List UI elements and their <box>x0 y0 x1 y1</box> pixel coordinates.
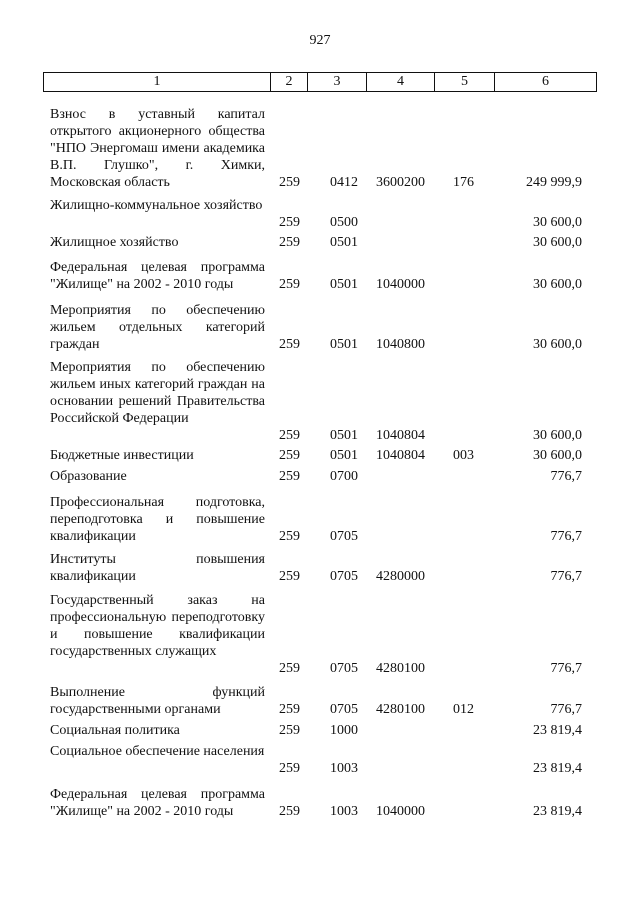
table-row <box>0 197 640 231</box>
row-target: 1040800 <box>376 337 425 352</box>
table-row <box>0 786 640 820</box>
row-sum: 30 600,0 <box>533 215 582 230</box>
row-type: 176 <box>453 175 474 190</box>
row-section: 0700 <box>330 469 358 484</box>
row-name: Образование <box>50 469 127 484</box>
row-name: Институты повышения квалификации <box>50 552 265 584</box>
table-row <box>0 106 640 191</box>
row-name: Профессиональная подготовка, переподготовка и повышение квалификации <box>50 495 265 544</box>
row-sum: 23 819,4 <box>533 804 582 819</box>
row-target: 1040000 <box>376 804 425 819</box>
row-code: 259 <box>279 428 300 443</box>
row-section: 0705 <box>330 702 358 717</box>
row-section: 0501 <box>330 277 358 292</box>
row-sum: 30 600,0 <box>533 428 582 443</box>
table-row <box>0 302 640 353</box>
row-sum: 30 600,0 <box>533 337 582 352</box>
row-sum: 30 600,0 <box>533 235 582 250</box>
row-code: 259 <box>279 804 300 819</box>
row-name: Бюджетные инвестиции <box>50 448 194 463</box>
row-type: 003 <box>453 448 474 463</box>
header-col-5: 5 <box>434 73 494 91</box>
header-col-3: 3 <box>307 73 366 91</box>
row-section: 0705 <box>330 569 358 584</box>
row-section: 0501 <box>330 448 358 463</box>
table-header <box>43 72 597 92</box>
row-sum: 249 999,9 <box>526 175 582 190</box>
row-code: 259 <box>279 529 300 544</box>
row-section: 0500 <box>330 215 358 230</box>
row-code: 259 <box>279 235 300 250</box>
row-section: 0501 <box>330 428 358 443</box>
row-section: 0705 <box>330 529 358 544</box>
row-section: 1003 <box>330 761 358 776</box>
row-code: 259 <box>279 761 300 776</box>
row-sum: 30 600,0 <box>533 448 582 463</box>
row-code: 259 <box>279 661 300 676</box>
row-sum: 30 600,0 <box>533 277 582 292</box>
row-sum: 776,7 <box>550 702 582 717</box>
row-code: 259 <box>279 337 300 352</box>
row-section: 0501 <box>330 337 358 352</box>
row-code: 259 <box>279 469 300 484</box>
header-col-2: 2 <box>270 73 307 91</box>
table-row <box>0 592 640 677</box>
table-row <box>0 494 640 545</box>
row-code: 259 <box>279 175 300 190</box>
row-sum: 776,7 <box>550 469 582 484</box>
page-number: 927 <box>309 33 331 48</box>
row-target: 1040804 <box>376 428 425 443</box>
row-target: 4280100 <box>376 661 425 676</box>
row-code: 259 <box>279 277 300 292</box>
table-row <box>0 447 640 464</box>
table-row <box>0 359 640 444</box>
row-name: Социальная политика <box>50 723 180 738</box>
row-section: 1000 <box>330 723 358 738</box>
row-code: 259 <box>279 723 300 738</box>
row-target: 1040000 <box>376 277 425 292</box>
row-sum: 23 819,4 <box>533 723 582 738</box>
row-section: 0412 <box>330 175 358 190</box>
row-section: 0501 <box>330 235 358 250</box>
row-name: Социальное обеспечение населения <box>50 744 265 759</box>
row-name: Федеральная целевая программа "Жилище" на 2002 - 2010 годы <box>50 787 265 819</box>
row-code: 259 <box>279 448 300 463</box>
table-row <box>0 468 640 485</box>
row-name: Мероприятия по обеспечению жильем отдельных категорий граждан <box>50 303 265 352</box>
row-sum: 776,7 <box>550 661 582 676</box>
row-target: 4280100 <box>376 702 425 717</box>
row-name: Жилищно-коммунальное хозяйство <box>50 198 263 213</box>
row-target: 3600200 <box>376 175 425 190</box>
row-name: Федеральная целевая программа "Жилище" на 2002 - 2010 годы <box>50 260 265 292</box>
row-name: Мероприятия по обеспечению жильем иных категорий граждан на основании решений Правительства Российской Федерации <box>50 360 265 426</box>
header-col-1: 1 <box>153 74 161 89</box>
table-row <box>0 743 640 777</box>
row-sum: 23 819,4 <box>533 761 582 776</box>
row-sum: 776,7 <box>550 529 582 544</box>
header-col-6: 6 <box>494 73 596 91</box>
table-row <box>0 722 640 739</box>
row-target: 1040804 <box>376 448 425 463</box>
row-section: 0705 <box>330 661 358 676</box>
table-row <box>0 551 640 585</box>
row-name: Жилищное хозяйство <box>50 235 179 250</box>
row-code: 259 <box>279 215 300 230</box>
table-row <box>0 684 640 718</box>
row-sum: 776,7 <box>550 569 582 584</box>
row-name: Государственный заказ на профессиональную переподготовку и повышение квалификации государственных служащих <box>50 593 265 659</box>
header-col-4: 4 <box>366 73 434 91</box>
table-row <box>0 259 640 293</box>
row-code: 259 <box>279 702 300 717</box>
table-row <box>0 234 640 251</box>
row-name: Выполнение функций государственными органами <box>50 685 265 717</box>
row-type: 012 <box>453 702 474 717</box>
row-name: Взнос в уставный капитал открытого акционерного общества "НПО Энергомаш имени академика В.П. Глушко", г. Химки, Московская область <box>50 107 265 190</box>
row-section: 1003 <box>330 804 358 819</box>
row-code: 259 <box>279 569 300 584</box>
row-target: 4280000 <box>376 569 425 584</box>
